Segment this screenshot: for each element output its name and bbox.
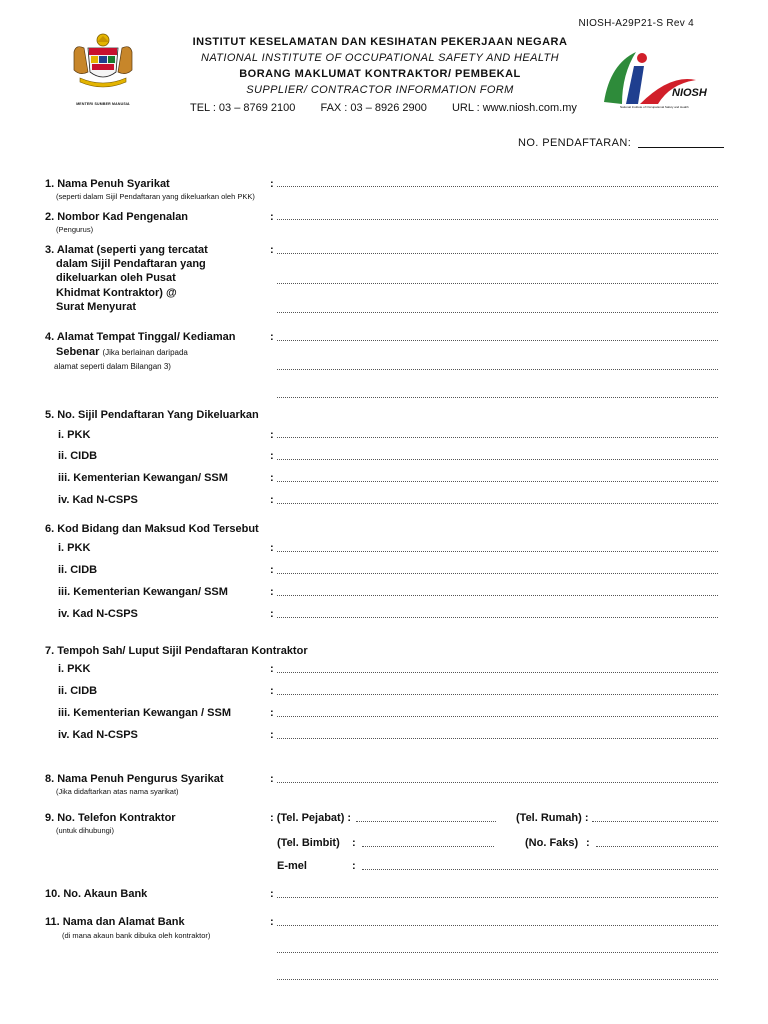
q4-residence-field-line2[interactable] [277,369,718,370]
logo-subtext: National Institute of Occupational Safety and Health [620,105,689,109]
q6-ncsps-label: iv. Kad N-CSPS [58,608,138,620]
q4-label-note: (Jika berlainan daripada [102,348,188,357]
q7-ssm-field[interactable] [277,716,718,717]
q5-ssm-label: iii. Kementerian Kewangan/ SSM [58,472,228,484]
q9-fax-field[interactable] [596,846,718,847]
q11-sublabel: (di mana akaun bank dibuka oleh kontraktor) [62,931,211,940]
q1-company-name-field[interactable] [277,186,718,187]
form-title-english: SUPPLIER/ CONTRACTOR INFORMATION FORM [246,84,514,96]
q9-email-field[interactable] [362,869,718,870]
q9-home-label: (Tel. Rumah) : [516,812,589,824]
q3-label-line1: 3. Alamat (seperti yang tercatat [45,244,208,256]
q5-ncsps-label: iv. Kad N-CSPS [58,494,138,506]
q5-pkk-field[interactable] [277,437,718,438]
q1-sublabel: (seperti dalam Sijil Pendaftaran yang dikeluarkan oleh PKK) [56,192,255,201]
q7-ncsps-field[interactable] [277,738,718,739]
q8-sublabel: (Jika didaftarkan atas nama syarikat) [56,787,179,796]
q2-label: 2. Nombor Kad Pengenalan [45,211,189,223]
form-title-malay: BORANG MAKLUMAT KONTRAKTOR/ PEMBEKAL [239,68,521,80]
q9-mobile-phone-field[interactable] [362,846,494,847]
q2-ic-number-field[interactable] [277,219,718,220]
institute-name-malay: INSTITUT KESELAMATAN DAN KESIHATAN PEKERJAAN NEGARA [192,36,568,48]
document-reference: NIOSH-A29P21-S Rev 4 [578,18,694,29]
institute-name-english: NATIONAL INSTITUTE OF OCCUPATIONAL SAFETY AND HEALTH [201,52,559,64]
q6-cidb-field[interactable] [277,573,718,574]
q11-label: 11. Nama dan Alamat Bank [45,916,185,928]
q3-label-line4: Khidmat Kontraktor) @ [56,287,177,299]
q6-label: 6. Kod Bidang dan Maksud Kod Tersebut [45,523,259,535]
q4-label-line1: 4. Alamat Tempat Tinggal/ Kediaman [45,331,236,343]
q9-fax-label: (No. Faks) [525,837,579,849]
registration-number-label: NO. PENDAFTARAN: [518,137,632,149]
q6-pkk-label: i. PKK [58,542,91,554]
q5-ncsps-field[interactable] [277,503,718,504]
contact-url: URL : www.niosh.com.my [451,102,577,114]
q2-sublabel: (Pengurus) [56,225,94,234]
q9-home-phone-field[interactable] [592,821,718,822]
q3-label-line5: Surat Menyurat [56,301,137,313]
q5-label: 5. No. Sijil Pendaftaran Yang Dikeluarkan [45,409,259,421]
q6-ssm-field[interactable] [277,595,718,596]
q8-label: 8. Nama Penuh Pengurus Syarikat [45,773,224,785]
q7-ssm-label: iii. Kementerian Kewangan / SSM [58,707,231,719]
q4-residence-field-line3[interactable] [277,397,718,398]
contact-tel: TEL : 03 – 8769 2100 [190,102,296,114]
niosh-logo-icon [600,44,728,110]
q7-pkk-field[interactable] [277,672,718,673]
q6-ssm-label: iii. Kementerian Kewangan/ SSM [58,586,228,598]
q5-ssm-field[interactable] [277,481,718,482]
logo-wordmark: NIOSH [672,87,707,99]
q4-label-line3: alamat seperti dalam Bilangan 3) [54,362,171,371]
q4-label-sebenar: Sebenar [56,346,100,358]
q4-label-line2 [56,345,188,360]
q4-residence-field-line1[interactable] [277,340,718,341]
q10-bank-account-field[interactable] [277,897,718,898]
contact-line [190,102,577,114]
q7-ncsps-label: iv. Kad N-CSPS [58,729,138,741]
coat-of-arms-icon [62,32,144,94]
q8-manager-name-field[interactable] [277,782,718,783]
q9-office-label: : (Tel. Pejabat) : [270,812,352,824]
q9-mobile-label: (Tel. Bimbit) [277,837,340,849]
q11-bank-field-line3[interactable] [277,979,718,980]
q9-sublabel: (untuk dihubungi) [56,826,114,835]
q1-label: 1. Nama Penuh Syarikat [45,178,170,190]
q3-address-field-line1[interactable] [277,253,718,254]
q5-cidb-label: ii. CIDB [58,450,98,462]
q5-cidb-field[interactable] [277,459,718,460]
q7-pkk-label: i. PKK [58,663,91,675]
q7-cidb-label: ii. CIDB [58,685,98,697]
contact-fax: FAX : 03 – 8926 2900 [320,102,427,114]
q11-bank-field-line1[interactable] [277,925,718,926]
q7-label: 7. Tempoh Sah/ Luput Sijil Pendaftaran Kontraktor [45,645,308,657]
q7-cidb-field[interactable] [277,694,718,695]
q10-label: 10. No. Akaun Bank [45,888,148,900]
q3-label-line3: dikeluarkan oleh Pusat [56,272,176,284]
crest-caption: MENTERI SUMBER MANUSIA [76,102,130,106]
q11-bank-field-line2[interactable] [277,952,718,953]
q6-pkk-field[interactable] [277,551,718,552]
q5-pkk-label: i. PKK [58,429,91,441]
q6-ncsps-field[interactable] [277,617,718,618]
q9-label: 9. No. Telefon Kontraktor [45,812,176,824]
q9-office-phone-field[interactable] [356,821,496,822]
q6-cidb-label: ii. CIDB [58,564,98,576]
q3-address-field-line3[interactable] [277,312,718,313]
q9-email-label: E-mel [277,860,307,872]
q3-label-line2: dalam Sijil Pendaftaran yang [56,258,206,270]
registration-number-field[interactable] [638,147,724,148]
q3-address-field-line2[interactable] [277,283,718,284]
